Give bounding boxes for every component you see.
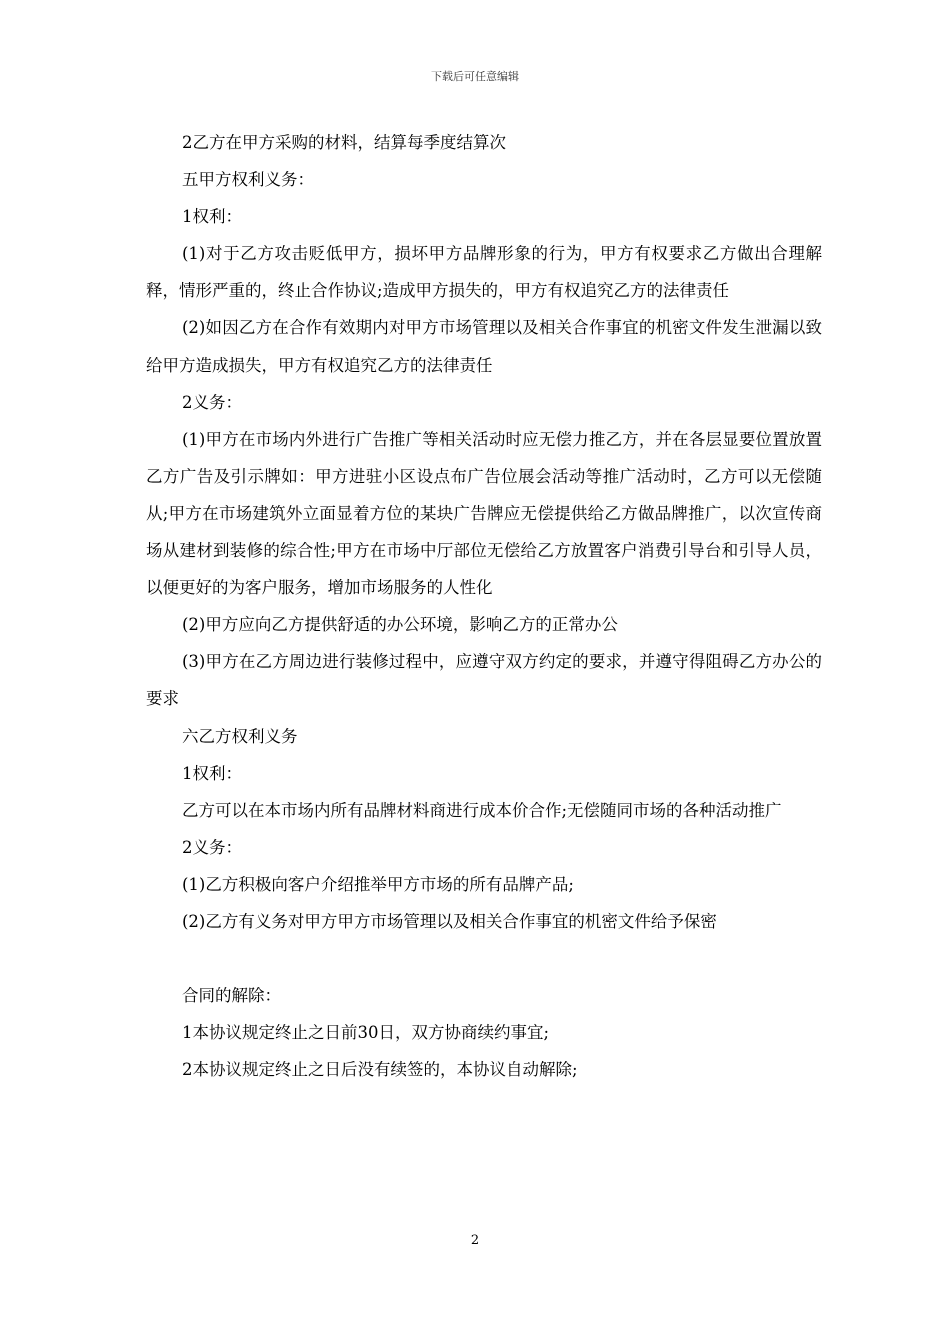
subsection-heading: 2义务： xyxy=(182,837,242,857)
paragraph: 2本协议规定终止之日后没有续签的，本协议自动解除; xyxy=(182,1060,578,1080)
section-heading: 合同的解除： xyxy=(182,986,281,1006)
section-heading: 五甲方权利义务： xyxy=(182,170,314,190)
page-number: 2 xyxy=(470,1233,480,1248)
document-body xyxy=(146,124,822,1088)
paragraph: (1)甲方在市场内外进行广告推广等相关活动时应无偿力推乙方，并在各层显要位置放置乙方广告及引示牌如：甲方进驻小区设点布广告位展会活动等推广活动时，乙方可以无偿随从;甲方在市场建筑外立面显着方位的某块广告牌应无偿提供给乙方做品牌推广，以次宣传商场从建材到装修的综合性;甲方在市场中厅部位无偿给乙方放置客户消费引导台和引导人员，以便更好的为客户服务，增加市场服务的人性化 xyxy=(146,429,822,598)
paragraph: (2)乙方有义务对甲方甲方市场管理以及相关合作事宜的机密文件给予保密 xyxy=(182,911,717,931)
paragraph: (3)甲方在乙方周边进行装修过程中，应遵守双方约定的要求，并遵守得阻碍乙方办公的要求 xyxy=(146,652,822,709)
subsection-heading: 1权利： xyxy=(182,763,242,783)
section-heading: 六乙方权利义务 xyxy=(182,726,298,746)
paragraph: 1本协议规定终止之日前30日，双方协商续约事宜; xyxy=(182,1023,550,1043)
paragraph: (2)如因乙方在合作有效期内对甲方市场管理以及相关合作事宜的机密文件发生泄漏以致给甲方造成损失，甲方有权追究乙方的法律责任 xyxy=(146,318,822,375)
subsection-heading: 1权利： xyxy=(182,207,242,227)
page-header: 下载后可任意编辑 xyxy=(431,70,519,83)
paragraph: (1)乙方积极向客户介绍推举甲方市场的所有品牌产品; xyxy=(182,874,574,894)
paragraph: 乙方可以在本市场内所有品牌材料商进行成本价合作;无偿随同市场的各种活动推广 xyxy=(182,800,782,820)
paragraph: (1)对于乙方攻击贬低甲方，损坏甲方品牌形象的行为，甲方有权要求乙方做出合理解释，情形严重的，终止合作协议;造成甲方损失的，甲方有权追究乙方的法律责任 xyxy=(146,244,822,301)
blank-line xyxy=(146,940,822,977)
subsection-heading: 2义务： xyxy=(182,392,242,412)
paragraph: (2)甲方应向乙方提供舒适的办公环境，影响乙方的正常办公 xyxy=(182,615,618,635)
paragraph: 2乙方在甲方采购的材料，结算每季度结算次 xyxy=(182,133,506,152)
